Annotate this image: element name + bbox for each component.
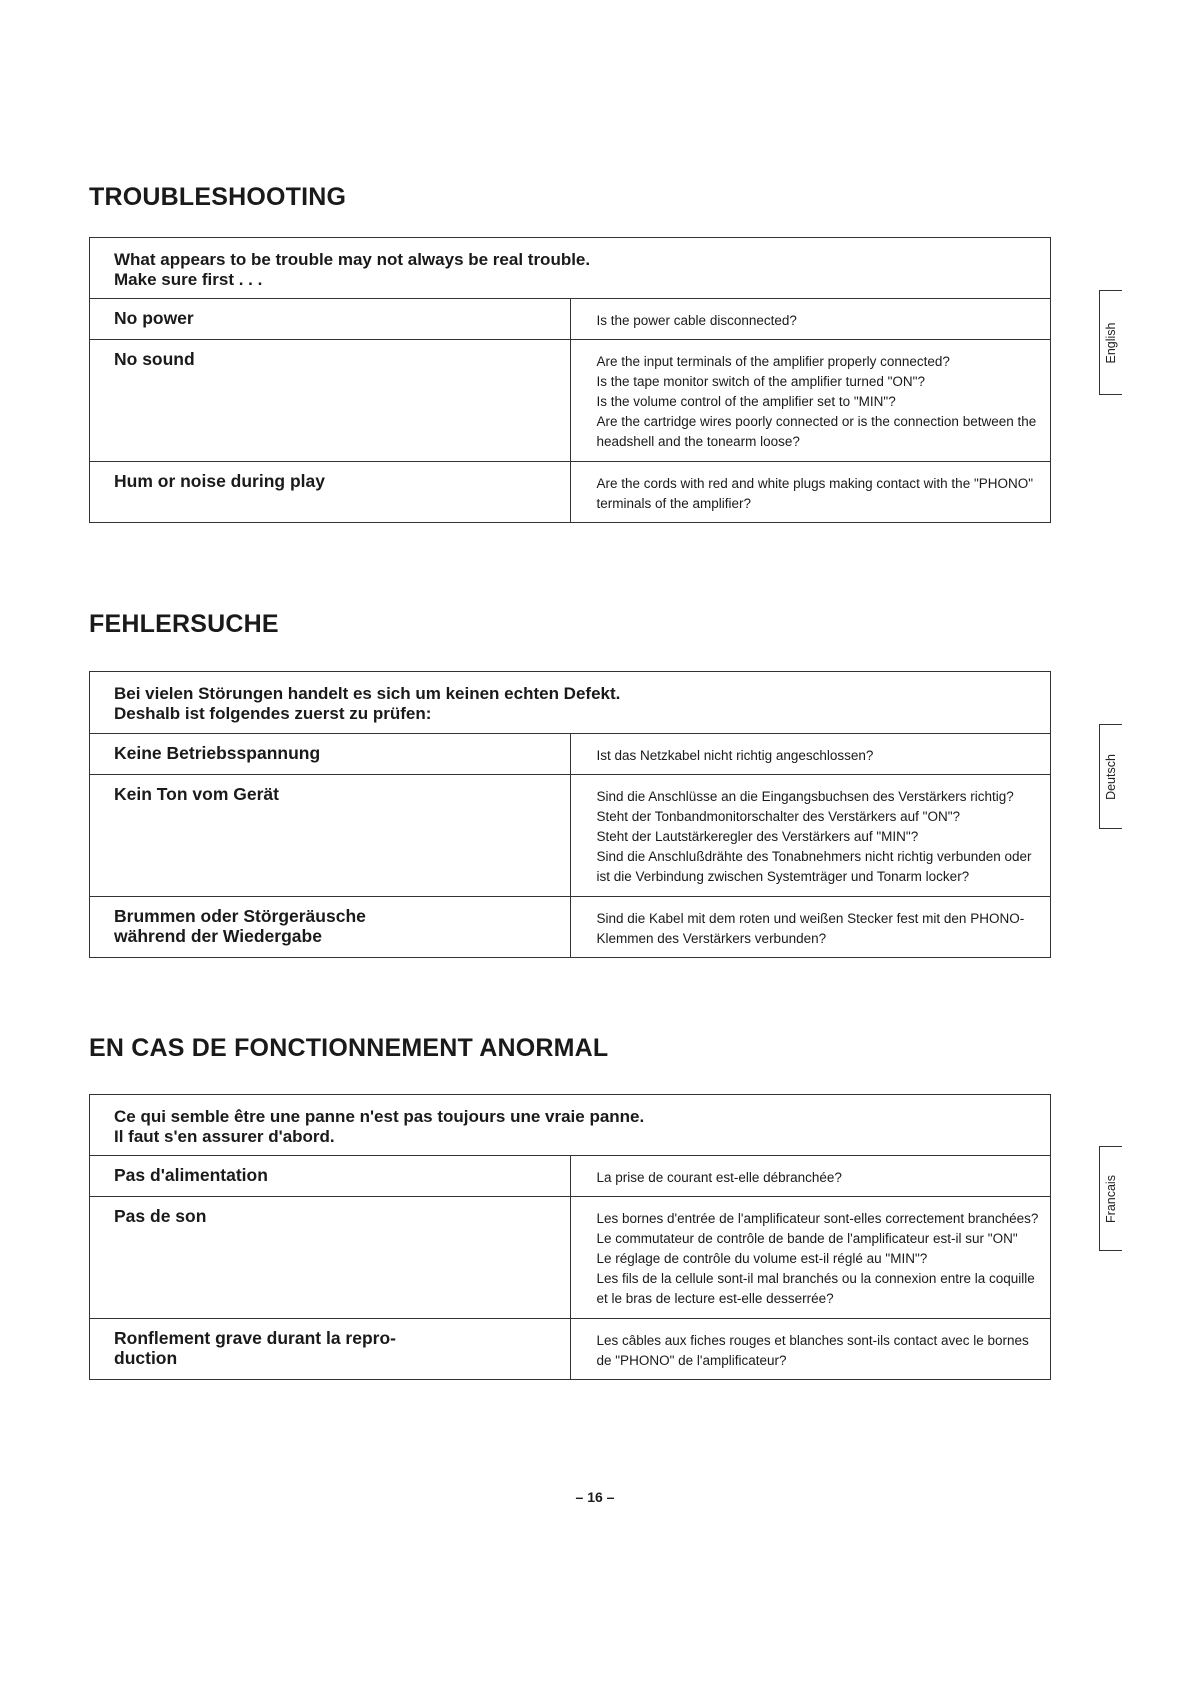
problem-cell: No power [90,299,571,340]
check-cell: Are the input terminals of the amplifier properly connected? Is the tape monitor switch of the amplifier turned "ON"? Is the volume control of the amplifier set to "MIN"? Are the cartridge wires poorly connected or is the connection between the headshell and the tonearm loose? [570,340,1051,462]
table-row [90,299,1051,340]
table-intro: Ce qui semble être une panne n'est pas toujours une vraie panne. Il faut s'en assurer d'abord. [90,1095,1051,1156]
troubleshooting-table-deutsch [89,671,1051,958]
problem-cell: No sound [90,340,571,462]
problem-cell: Keine Betriebsspannung [90,734,571,775]
table-row [90,1156,1051,1197]
check-cell: Les bornes d'entrée de l'amplificateur sont-elles correctement branchées? Le commutateur de contrôle de bande de l'amplificateur est-il sur "ON" Le réglage de contrôle du volume est-il réglé au "MIN"? Les fils de la cellule sont-il mal branchés ou la connexion entre la coquille et le bras de lecture est-elle desserrée? [570,1197,1051,1319]
check-cell: La prise de courant est-elle débranchée? [570,1156,1051,1197]
table-row [90,1319,1051,1380]
table-row [90,340,1051,462]
problem-cell: Pas de son [90,1197,571,1319]
table-row [90,734,1051,775]
table-row [90,775,1051,897]
table-intro: Bei vielen Störungen handelt es sich um keinen echten Defekt. Deshalb ist folgendes zuerst zu prüfen: [90,672,1051,734]
problem-cell: Hum or noise during play [90,462,571,523]
page-number: – 16 – [575,1489,615,1505]
table-intro: What appears to be trouble may not always be real trouble. Make sure first . . . [90,238,1051,299]
table-row [90,462,1051,523]
check-cell: Are the cords with red and white plugs making contact with the "PHONO" terminals of the amplifier? [570,462,1051,523]
language-tab-english: English [1099,290,1122,395]
problem-cell: Kein Ton vom Gerät [90,775,571,897]
language-tab-francais: Francais [1099,1146,1122,1251]
section-title-english: TROUBLESHOOTING [89,183,347,211]
check-cell: Is the power cable disconnected? [570,299,1051,340]
table-row [90,897,1051,958]
section-title-francais: EN CAS DE FONCTIONNEMENT ANORMAL [89,1034,609,1062]
check-cell: Ist das Netzkabel nicht richtig angeschlossen? [570,734,1051,775]
language-tab-deutsch: Deutsch [1099,724,1122,829]
problem-cell: Pas d'alimentation [90,1156,571,1197]
check-cell: Sind die Kabel mit dem roten und weißen Stecker fest mit den PHONO- Klemmen des Verstärkers verbunden? [570,897,1051,958]
check-cell: Les câbles aux fiches rouges et blanches sont-ils contact avec le bornes de "PHONO" de l'amplificateur? [570,1319,1051,1380]
troubleshooting-table-francais [89,1094,1051,1380]
check-cell: Sind die Anschlüsse an die Eingangsbuchsen des Verstärkers richtig? Steht der Tonbandmonitorschalter des Verstärkers auf "ON"? Steht der Lautstärkeregler des Verstärkers auf "MIN"? Sind die Anschlußdrähte des Tonabnehmers nicht richtig verbunden oder ist die Verbindung zwischen Systemträger und Tonarm locker? [570,775,1051,897]
troubleshooting-table-english [89,237,1051,523]
problem-cell: Ronflement grave durant la repro- duction [90,1319,571,1380]
problem-cell: Brummen oder Störgeräusche während der Wiedergabe [90,897,571,958]
section-title-deutsch: FEHLERSUCHE [89,610,279,638]
table-row [90,1197,1051,1319]
